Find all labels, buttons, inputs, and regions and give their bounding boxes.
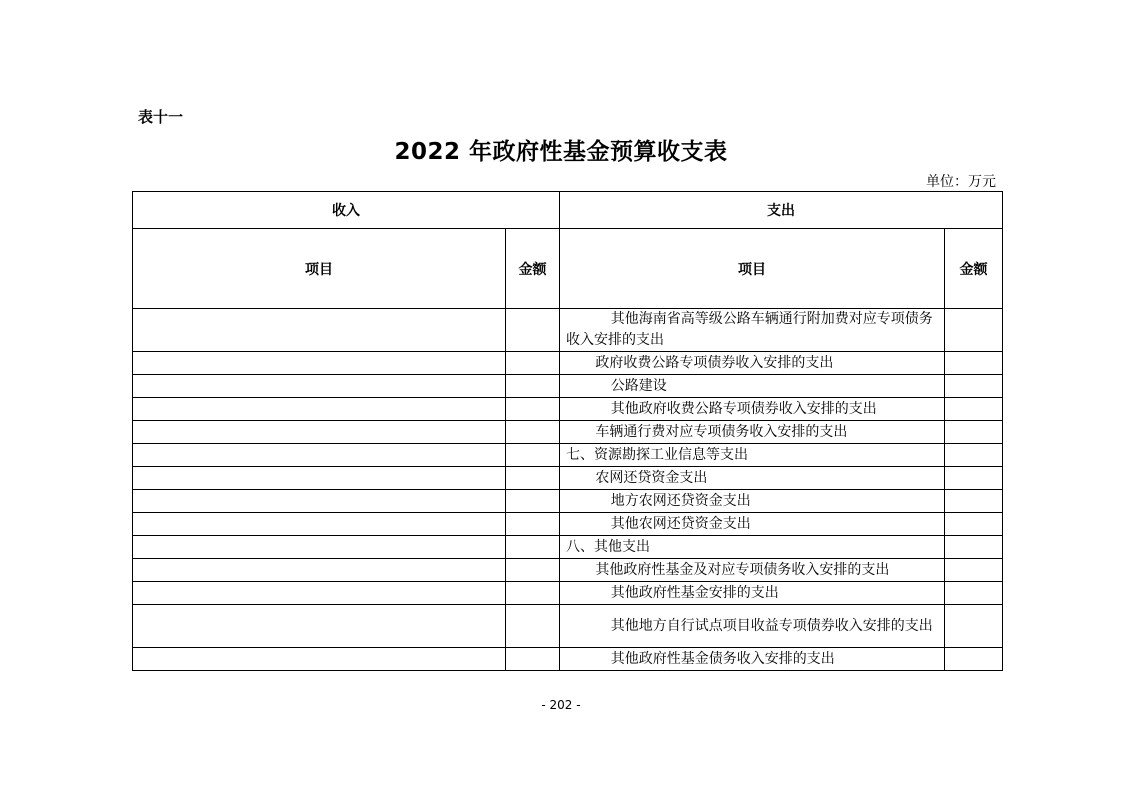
expenditure-amount-cell: [945, 536, 1003, 559]
income-amount-cell: [506, 421, 560, 444]
income-amount-cell: [506, 398, 560, 421]
table-row: [133, 375, 1003, 398]
expenditure-item-cell: 公路建设: [560, 375, 945, 398]
income-amount-cell: [506, 605, 560, 648]
income-amount-cell: [506, 648, 560, 671]
income-amount-cell: [506, 536, 560, 559]
expenditure-item-cell: 地方农网还贷资金支出: [560, 490, 945, 513]
expenditure-item-cell: 其他地方自行试点项目收益专项债券收入安排的支出: [560, 605, 945, 648]
expenditure-header: 支出: [560, 192, 1003, 229]
expenditure-amount-cell: [945, 375, 1003, 398]
income-item-cell: [133, 375, 506, 398]
expenditure-item-cell: 车辆通行费对应专项债务收入安排的支出: [560, 421, 945, 444]
income-item-cell: [133, 309, 506, 352]
expenditure-amount-cell: [945, 421, 1003, 444]
table-row: [133, 444, 1003, 467]
income-item-cell: [133, 352, 506, 375]
table-row: [133, 559, 1003, 582]
table-label: 表十一: [138, 108, 184, 126]
income-item-cell: [133, 582, 506, 605]
table-row: [133, 582, 1003, 605]
table-row: [133, 513, 1003, 536]
expenditure-item-cell: 其他农网还贷资金支出: [560, 513, 945, 536]
income-header: 收入: [133, 192, 560, 229]
unit-label: 单位：万元: [926, 174, 996, 190]
expenditure-item-cell: 八、其他支出: [560, 536, 945, 559]
table-row: [133, 467, 1003, 490]
expenditure-item-cell: 政府收费公路专项债券收入安排的支出: [560, 352, 945, 375]
page-title: 2022 年政府性基金预算收支表: [394, 139, 728, 165]
income-item-cell: [133, 490, 506, 513]
expenditure-amount-cell: [945, 605, 1003, 648]
income-amount-cell: [506, 582, 560, 605]
table-row: [133, 421, 1003, 444]
table-row: [133, 398, 1003, 421]
budget-table: [132, 191, 1003, 671]
income-item-cell: [133, 398, 506, 421]
income-item-cell: [133, 648, 506, 671]
income-item-cell: [133, 444, 506, 467]
income-amount-cell: [506, 559, 560, 582]
income-item-cell: [133, 421, 506, 444]
table-body: [133, 309, 1003, 671]
expenditure-amount-cell: [945, 398, 1003, 421]
expenditure-amount-cell: [945, 444, 1003, 467]
table-row: [133, 309, 1003, 352]
expenditure-amount-cell: [945, 559, 1003, 582]
expenditure-item-cell: 农网还贷资金支出: [560, 467, 945, 490]
income-amount-cell: [506, 375, 560, 398]
income-amount-cell: [506, 352, 560, 375]
income-item-cell: [133, 605, 506, 648]
expenditure-amount-header: 金额: [945, 229, 1003, 309]
income-item-cell: [133, 536, 506, 559]
income-amount-cell: [506, 309, 560, 352]
expenditure-item-header: 项目: [560, 229, 945, 309]
expenditure-amount-cell: [945, 513, 1003, 536]
expenditure-item-cell: 其他政府性基金债务收入安排的支出: [560, 648, 945, 671]
income-item-header: 项目: [133, 229, 506, 309]
income-amount-cell: [506, 490, 560, 513]
expenditure-item-cell: 七、资源勘探工业信息等支出: [560, 444, 945, 467]
table-row: [133, 490, 1003, 513]
income-amount-cell: [506, 444, 560, 467]
income-item-cell: [133, 467, 506, 490]
expenditure-amount-cell: [945, 582, 1003, 605]
income-amount-cell: [506, 513, 560, 536]
table-row: [133, 536, 1003, 559]
expenditure-amount-cell: [945, 309, 1003, 352]
expenditure-item-cell: 其他海南省高等级公路车辆通行附加费对应专项债务收入安排的支出: [560, 309, 945, 352]
income-item-cell: [133, 559, 506, 582]
income-item-cell: [133, 513, 506, 536]
table-row: [133, 605, 1003, 648]
table-row: [133, 352, 1003, 375]
expenditure-item-cell: 其他政府性基金安排的支出: [560, 582, 945, 605]
income-amount-header: 金额: [506, 229, 560, 309]
income-amount-cell: [506, 467, 560, 490]
expenditure-item-cell: 其他政府性基金及对应专项债务收入安排的支出: [560, 559, 945, 582]
expenditure-amount-cell: [945, 490, 1003, 513]
expenditure-amount-cell: [945, 352, 1003, 375]
page-number: - 202 -: [541, 698, 581, 712]
table-row: [133, 648, 1003, 671]
expenditure-amount-cell: [945, 648, 1003, 671]
expenditure-amount-cell: [945, 467, 1003, 490]
expenditure-item-cell: 其他政府收费公路专项债券收入安排的支出: [560, 398, 945, 421]
